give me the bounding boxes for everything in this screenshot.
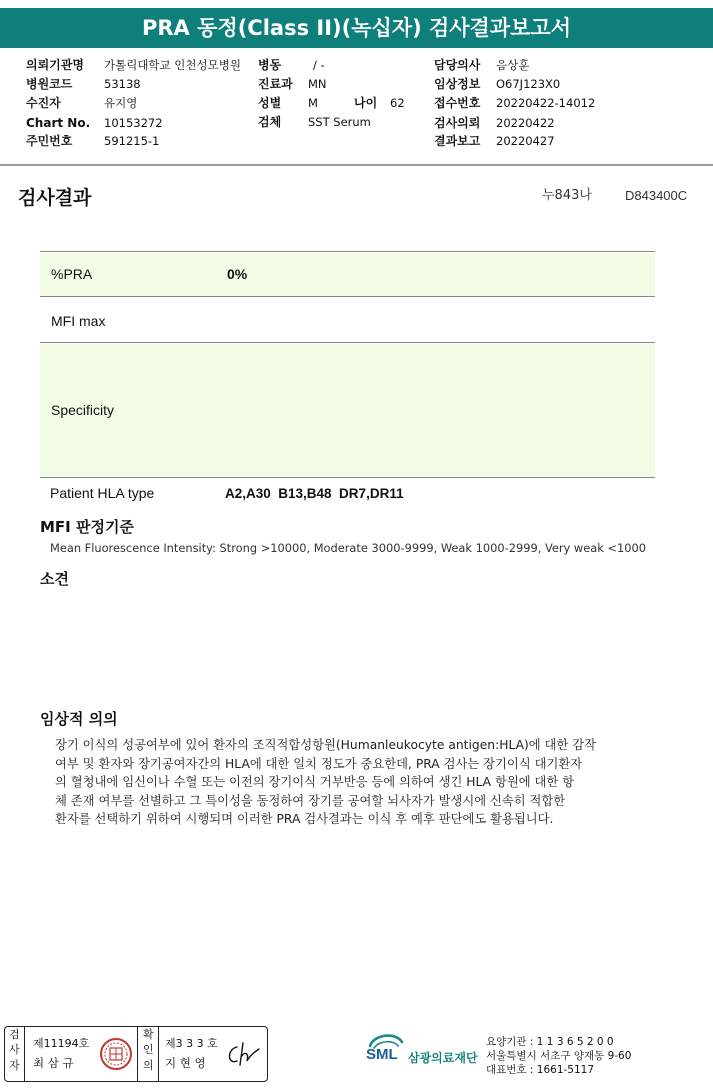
- table-row-mfi-max: [40, 298, 655, 343]
- hla-type-value: A2,A30 B13,B48 DR7,DR11: [225, 486, 404, 501]
- ward-label: 병동: [258, 58, 282, 72]
- signature-icon: [223, 1039, 263, 1069]
- mfi-heading: MFI 판정기준: [40, 518, 134, 536]
- request-date-label: 검사의뢰: [434, 116, 481, 130]
- sex-label: 성별: [258, 96, 282, 110]
- age-value: 62: [390, 96, 405, 110]
- doctor-label: 담당의사: [434, 58, 481, 72]
- sex-value: M: [308, 96, 318, 110]
- contact-info: [486, 1035, 631, 1077]
- ward-value: / -: [313, 58, 325, 72]
- specificity-label: Specificity: [51, 402, 115, 418]
- table-top-rule: [40, 251, 655, 252]
- pra-label: %PRA: [51, 266, 93, 282]
- mfi-max-label: MFI max: [51, 313, 106, 329]
- clinical-text: [55, 736, 645, 829]
- specimen-value: SST Serum: [308, 115, 371, 129]
- confirmer-label-column: [137, 1027, 159, 1081]
- clinical-info-value: O67J123X0: [496, 77, 561, 91]
- patient-label: 수진자: [26, 96, 61, 110]
- confirmer-label-char: 의: [143, 1059, 154, 1072]
- clinical-line: 여부 및 환자와 장기공여자간의 HLA에 대한 일치 정도가 중요한데, PRA 검사는 장기이식 대기환자: [55, 756, 583, 771]
- institution-label: 의뢰기관명: [26, 58, 84, 72]
- examiner-name: 최 삼 규: [33, 1056, 74, 1070]
- confirmer-label-char: 확: [143, 1028, 154, 1041]
- examiner-label-char: 사: [9, 1043, 20, 1056]
- id-label: 주민번호: [26, 134, 73, 148]
- table-row-pra: [40, 253, 655, 297]
- contact-line: 요양기관 : 1 1 3 6 5 2 0 0: [486, 1036, 614, 1048]
- result-code-2: D843400C: [625, 188, 688, 203]
- examiner-license-no: 제11194호: [33, 1037, 90, 1050]
- confirmer-name: 지 현 영: [165, 1056, 206, 1070]
- organization-name: 삼광의료재단: [408, 1051, 478, 1065]
- clinical-line: 환자를 선택하기 위하여 시행되며 이러한 PRA 검사결과는 이식 후 예후 판단에도 활용됩니다.: [55, 812, 554, 826]
- table-row-hla-type: [40, 484, 655, 504]
- examiner-label-char: 검: [9, 1028, 20, 1041]
- mfi-criteria-text: Mean Fluorescence Intensity: Strong >10000, Moderate 3000-9999, Weak 1000-2999, Very weak <1000: [50, 541, 646, 555]
- age-label: 나이: [354, 96, 378, 110]
- report-title: PRA 동정(Class II)(녹십자) 검사결과보고서: [0, 8, 713, 48]
- clinical-line: 장기 이식의 성공여부에 있어 환자의 조직적합성항원(Humanleukocyte antigen:HLA)에 대한 감작: [55, 738, 597, 752]
- contact-line: 서울특별시 서초구 양재동 9-60: [486, 1050, 632, 1062]
- doctor-value: 음상훈: [496, 58, 530, 72]
- request-date-value: 20220422: [496, 116, 555, 130]
- institution-value: 가톨릭대학교 인천성모병원: [104, 58, 241, 72]
- department-label: 진료과: [258, 77, 293, 91]
- confirmer-license-no: 제3 3 3 호: [165, 1037, 218, 1050]
- patient-value: 유지영: [104, 96, 138, 110]
- opinion-heading: 소견: [40, 570, 69, 588]
- signature-box: [4, 1026, 268, 1082]
- hla-type-label: Patient HLA type: [50, 485, 155, 501]
- confirmer-label-char: 인: [143, 1043, 154, 1056]
- patient-info: [0, 54, 713, 166]
- result-code-1: 누843나: [542, 188, 592, 203]
- chart-label: Chart No.: [26, 116, 91, 130]
- clinical-heading: 임상적 의의: [40, 710, 118, 728]
- report-date-value: 20220427: [496, 134, 555, 148]
- examiner-label-column: [5, 1027, 25, 1081]
- clinical-info-label: 임상정보: [434, 77, 481, 91]
- hospital-code-label: 병원코드: [26, 77, 73, 91]
- receipt-no-value: 20220422-14012: [496, 96, 596, 110]
- examiner-label-char: 자: [9, 1059, 20, 1072]
- contact-line: 대표번호 : 1661-5117: [486, 1064, 595, 1076]
- results-heading: 검사결과: [18, 187, 92, 209]
- department-value: MN: [308, 77, 327, 91]
- table-row-specificity: [40, 344, 655, 478]
- hospital-code-value: 53138: [104, 77, 141, 91]
- logo-text: SML: [366, 1046, 398, 1063]
- report-date-label: 결과보고: [434, 134, 481, 148]
- receipt-no-label: 접수번호: [434, 96, 481, 110]
- clinical-line: 의 혈청내에 임신이나 수혈 또는 이전의 장기이식 거부반응 등에 의하여 생긴 HLA 항원에 대한 항: [55, 775, 575, 789]
- chart-value: 10153272: [104, 116, 163, 130]
- clinical-line: 체 존재 여부를 선별하고 그 특이성을 동정하여 장기를 공여할 뇌사자가 발생시에 신속히 적합한: [55, 793, 566, 808]
- id-value: 591215-1: [104, 134, 160, 148]
- pra-value: 0%: [227, 266, 248, 282]
- specimen-label: 검체: [258, 115, 282, 129]
- seal-stamp-icon: [99, 1037, 133, 1071]
